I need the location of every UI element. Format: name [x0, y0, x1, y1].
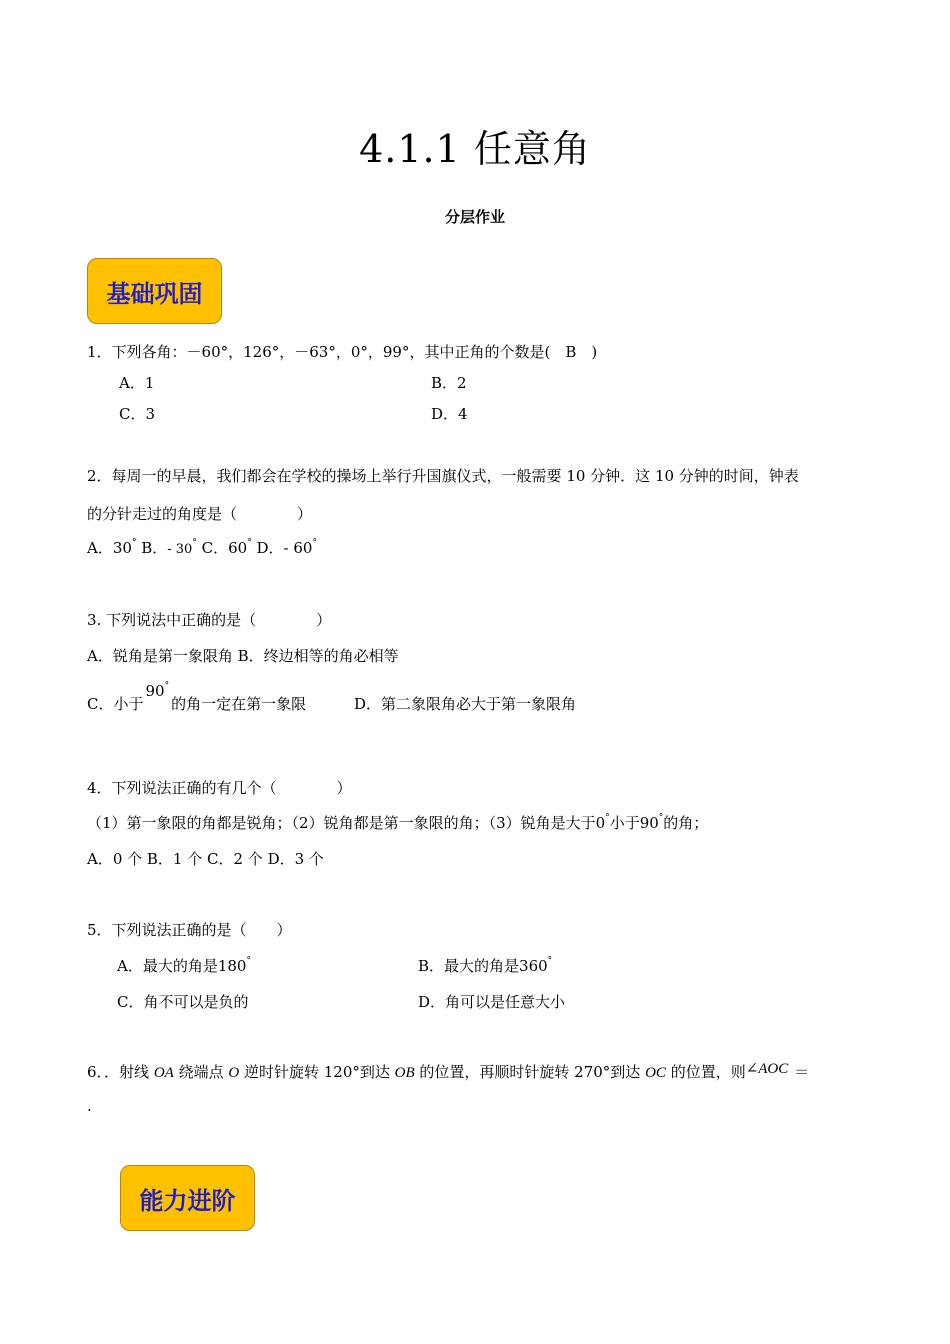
question-3-options-ab: A．锐角是第一象限角 B．终边相等的角必相等: [87, 647, 399, 665]
question-1-option-a: A．1: [119, 374, 155, 392]
question-5-option-b: B．最大的角是360°: [418, 956, 553, 975]
question-6-stem: 6．．射线 OA 绕端点 O 逆时针旋转 120°到达 OB 的位置，再顺时针旋转 270°到达 OC 的位置，则∠AOC ＝: [87, 1061, 810, 1081]
question-1-option-c: C．3: [119, 405, 156, 423]
question-2-option-b-value: - 30°: [167, 538, 197, 557]
question-6-end: .: [87, 1097, 92, 1115]
section-badge-basic: 基础巩固: [87, 258, 222, 324]
question-1-option-b: B．2: [431, 374, 467, 392]
question-4-stem: 4．下列说法正确的有几个（ ）: [87, 779, 352, 797]
page-title: 4.1.1 任意角: [359, 127, 591, 171]
question-2-option-c-value: 60°: [228, 538, 252, 557]
question-2-options: [87, 537, 317, 558]
question-1-option-d: D．4: [431, 405, 468, 423]
question-2-option-a-label: A．: [87, 539, 113, 557]
question-3-option-d: D．第二象限角必大于第一象限角: [354, 695, 577, 713]
question-2-line-2: 的分针走过的角度是（ ）: [87, 505, 313, 523]
question-5-option-c: C．角不可以是负的: [117, 993, 249, 1011]
question-5-stem: 5．下列说法正确的是（ ）: [87, 921, 292, 939]
question-4-options: A．0 个 B．1 个 C．2 个 D．3 个: [87, 850, 324, 868]
page-subtitle: 分层作业: [444, 208, 505, 226]
question-2-option-c-label: C．: [201, 539, 229, 557]
question-5-option-a: A．最大的角是180°: [117, 956, 251, 975]
question-2-option-d-value: - 60°: [283, 538, 317, 557]
question-3-option-c: C．小于90°的角一定在第一象限: [87, 681, 307, 713]
question-4-statements: （1）第一象限的角都是锐角；（2）锐角都是第一象限的角；（3）锐角是大于0°小于90°的角；: [87, 813, 709, 832]
question-2-option-a-value: 30°: [112, 538, 137, 557]
question-2-option-d-label: D．: [256, 539, 284, 557]
question-2-line-1: 2．每周一的早晨，我们都会在学校的操场上举行升国旗仪式，一般需要 10 分钟．这 10 分钟的时间，钟表: [87, 467, 799, 485]
question-5-option-d: D．角可以是任意大小: [418, 993, 566, 1011]
question-1-stem: 1．下列各角：－60°，126°，－63°，0°，99°，其中正角的个数是( B ): [87, 343, 598, 361]
question-2-option-b-label: B．: [141, 539, 168, 557]
question-3-stem: 3. 下列说法中正确的是（ ）: [87, 611, 332, 629]
section-badge-advanced: 能力进阶: [120, 1165, 255, 1231]
